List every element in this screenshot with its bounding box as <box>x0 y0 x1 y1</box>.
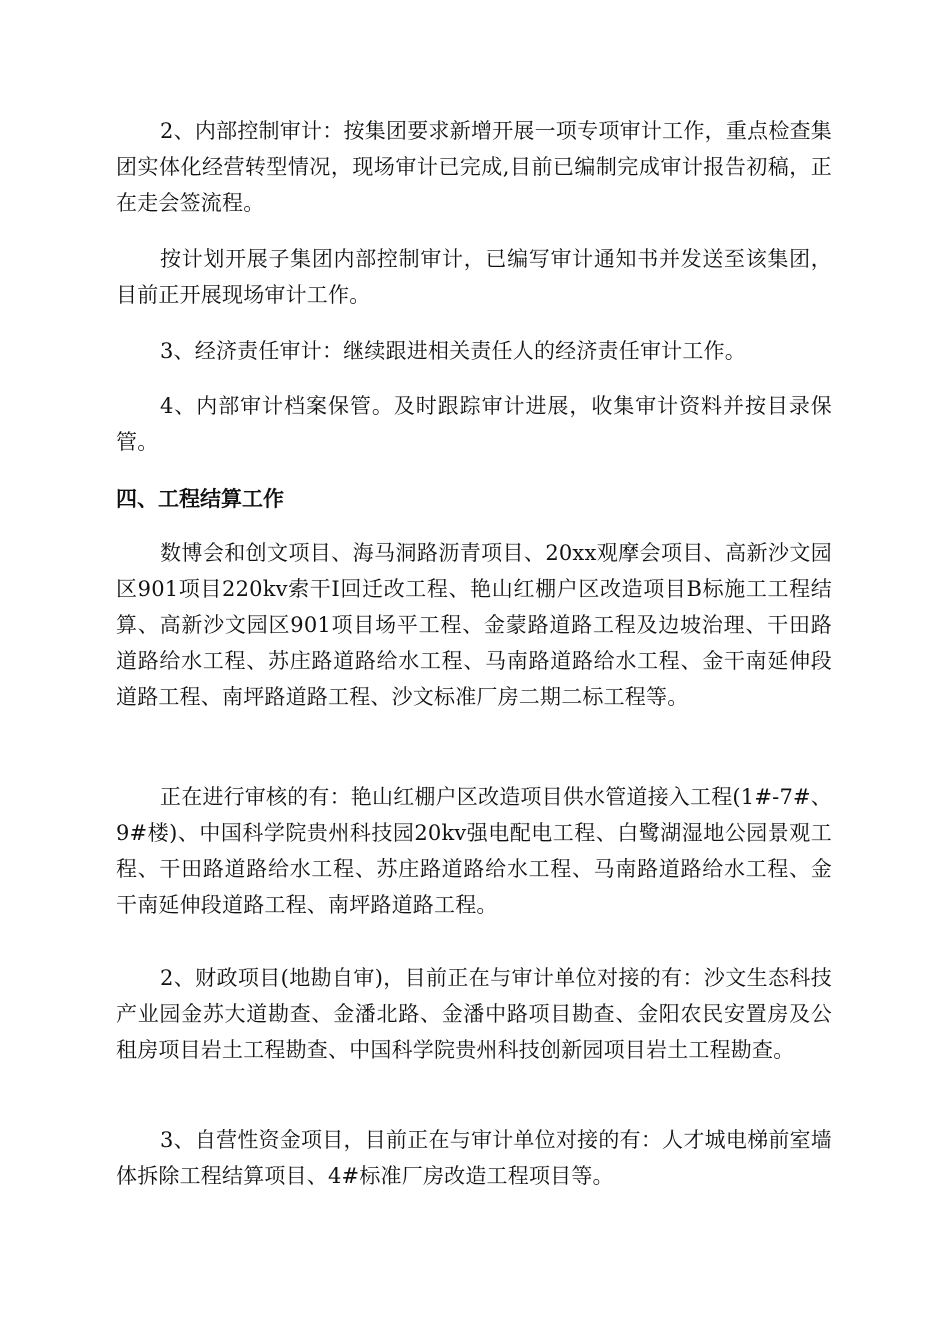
section-heading: 四、工程结算工作 <box>116 487 284 511</box>
paragraph-settled-projects: 数博会和创文项目、海马洞路沥青项目、20xx观摩会项目、高新沙文园区901项目220kv索干Ⅰ回迁改工程、艳山红棚户区改造项目B标施工工程结算、高新沙文园区901项目场平工程、金蒙路道路工程及边坡治理、干田路道路给水工程、苏庄路道路给水工程、马南路道路给水工程、金干南延伸段道路工程、南坪路道路工程、沙文标准厂房二期二标工程等。 <box>116 541 832 709</box>
paragraph-self-operated-funds: 3、自营性资金项目，目前正在与审计单位对接的有：人才城电梯前室墙体拆除工程结算项目、4#标准厂房改造工程项目等。 <box>116 1128 832 1188</box>
paragraph-subgroup-audit: 按计划开展子集团内部控制审计，已编写审计通知书并发送至该集团，目前正开展现场审计工作。 <box>116 247 832 307</box>
paragraph-economic-responsibility-audit: 3、经济责任审计：继续跟进相关责任人的经济责任审计工作。 <box>160 339 746 363</box>
paragraph-under-review: 正在进行审核的有：艳山红棚户区改造项目供水管道接入工程(1#-7#、9#楼)、中国科学院贵州科技园20kv强电配电工程、白鹭湖湿地公园景观工程、干田路道路给水工程、苏庄路道路给水工程、马南路道路给水工程、金干南延伸段道路工程、南坪路道路工程。 <box>116 785 832 917</box>
paragraph-fiscal-projects: 2、财政项目(地勘自审)，目前正在与审计单位对接的有：沙文生态科技产业园金苏大道勘查、金潘北路、金潘中路项目勘查、金阳农民安置房及公租房项目岩土工程勘查、中国科学院贵州科技创新园项目岩土工程勘查。 <box>116 966 832 1062</box>
paragraph-internal-control-audit: 2、内部控制审计：按集团要求新增开展一项专项审计工作，重点检查集团实体化经营转型情况，现场审计已完成,目前已编制完成审计报告初稿，正在走会签流程。 <box>116 119 832 215</box>
paragraph-audit-archive: 4、内部审计档案保管。及时跟踪审计进展，收集审计资料并按目录保管。 <box>116 394 832 454</box>
